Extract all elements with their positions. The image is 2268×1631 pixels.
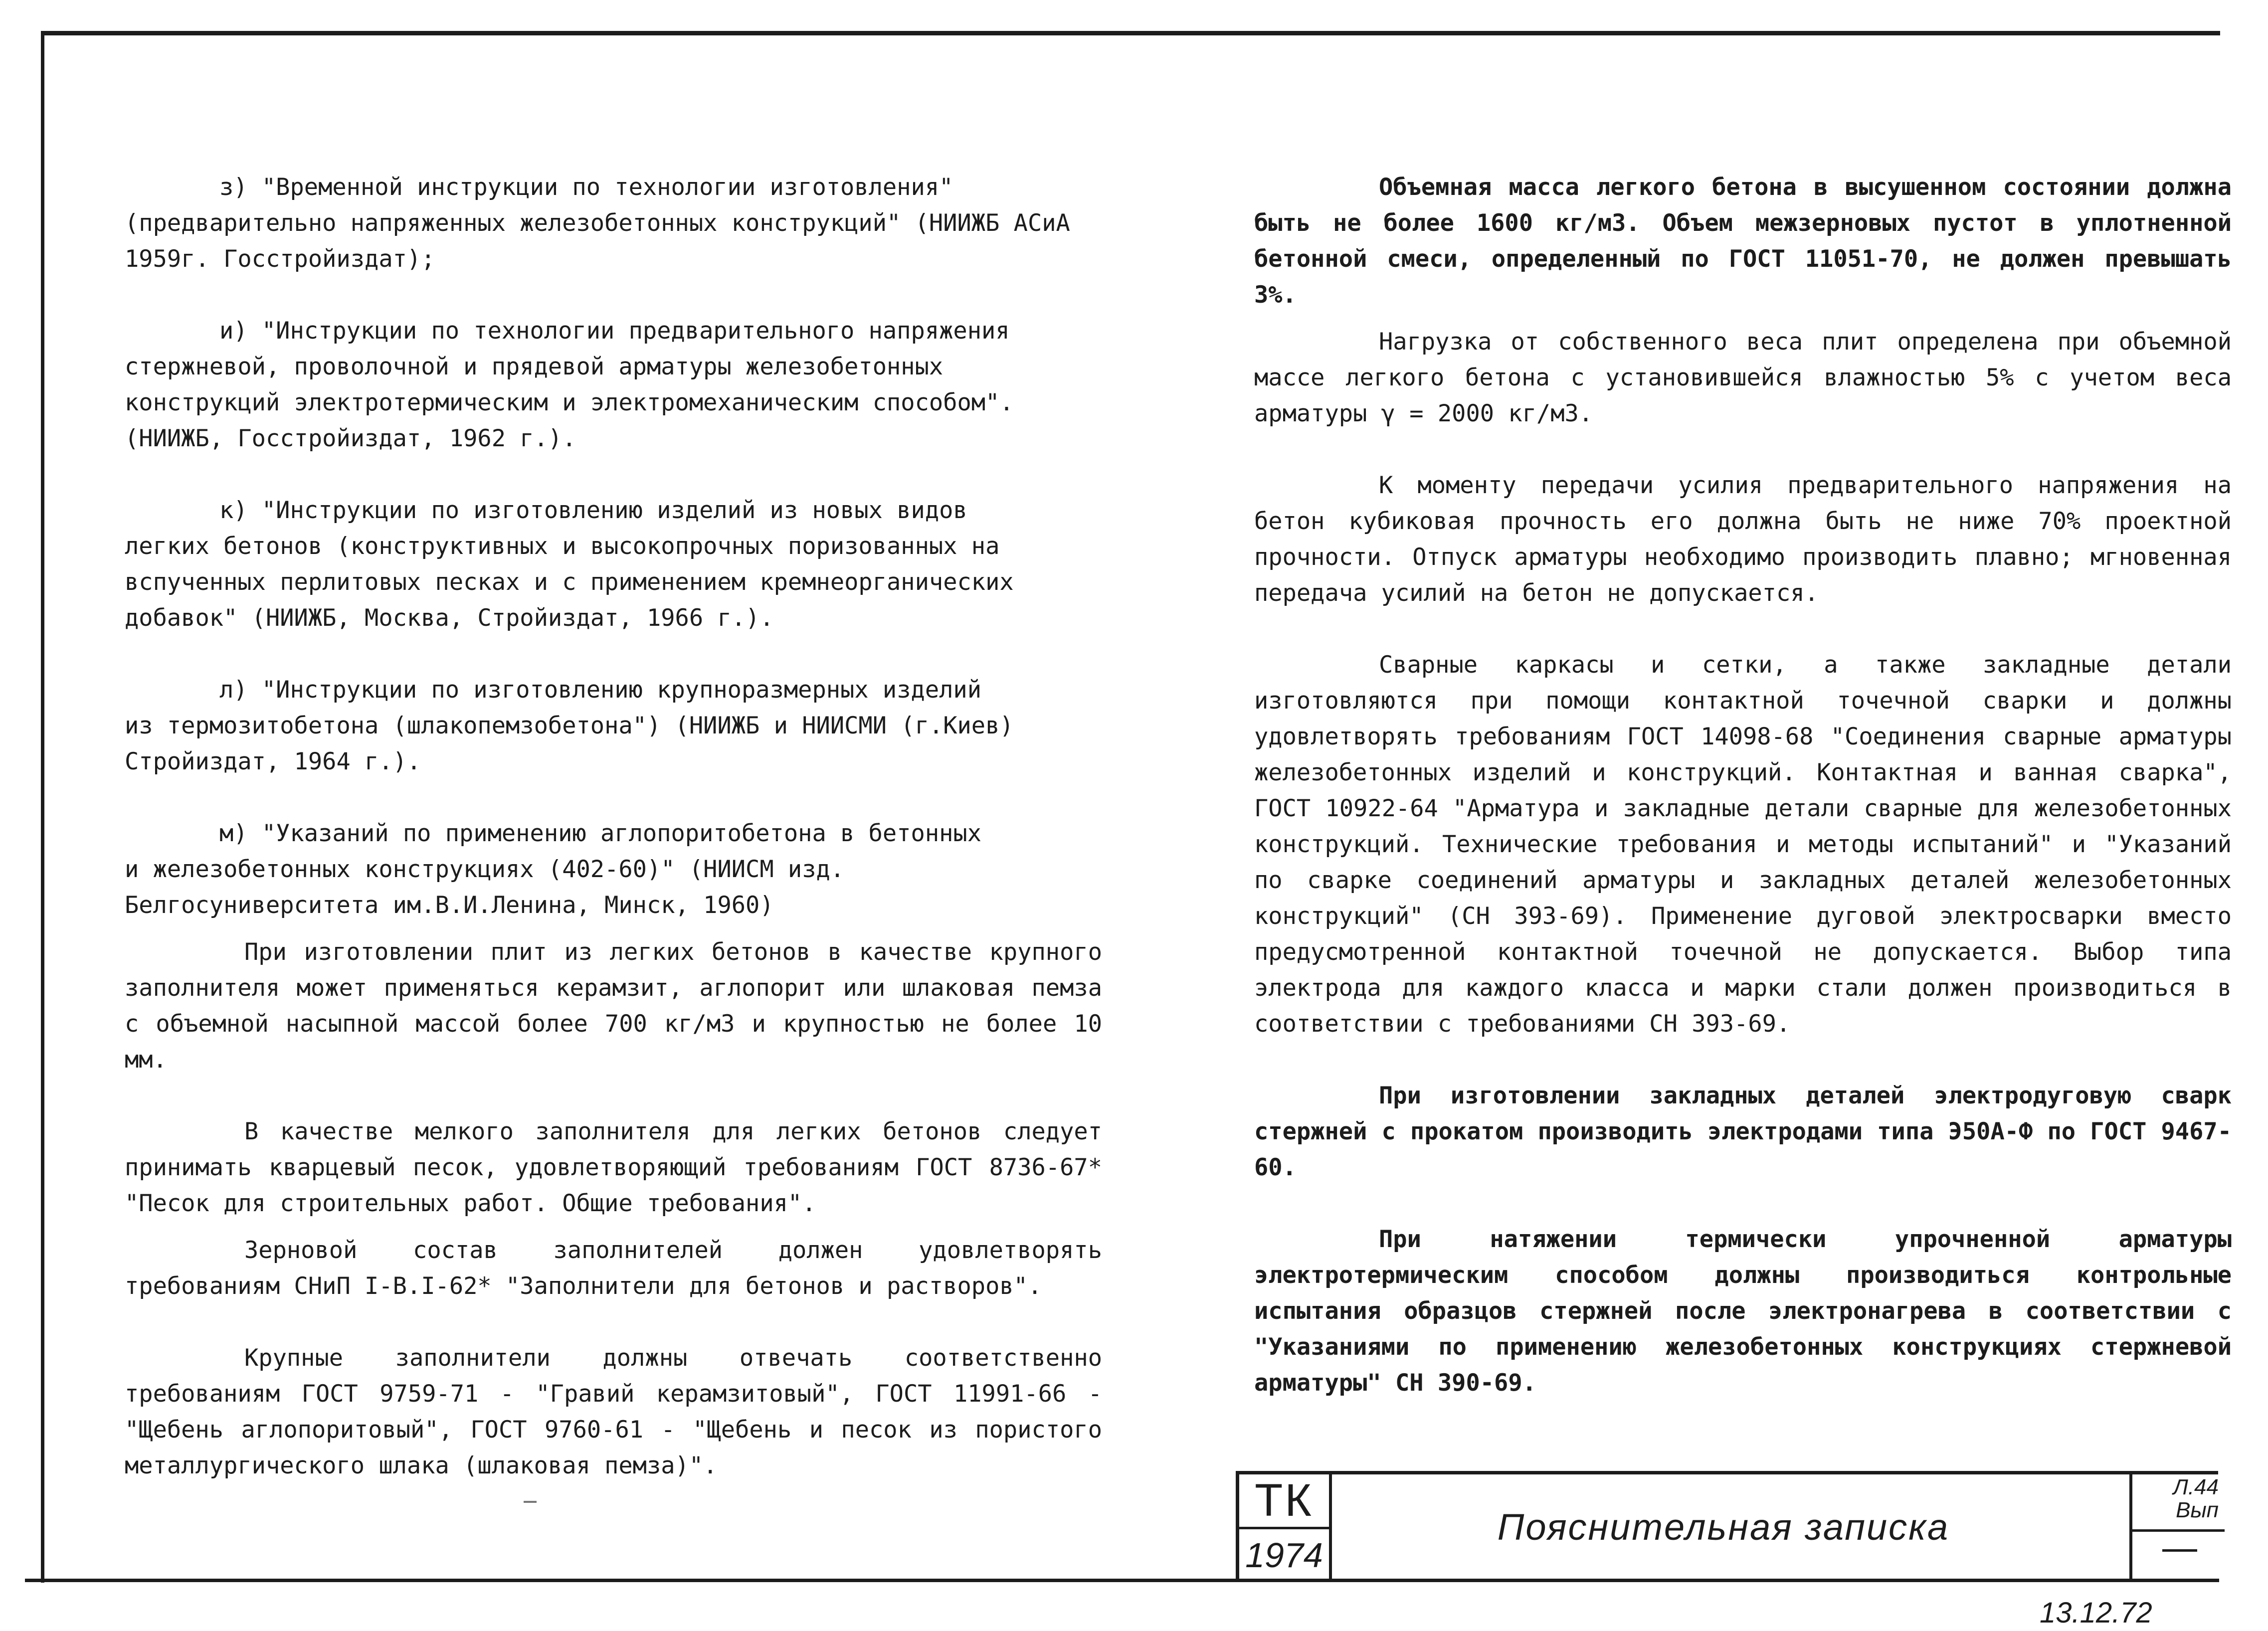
album-code: ТК <box>1239 1474 1329 1529</box>
frame-left-line <box>41 31 44 1583</box>
paragraph: Объемная масса легкого бетона в высушенном состоянии должна быть не более 1600 кг/м3. Объем межзерновых пустот в уплотненной бетонной смеси, определенный по ГОСТ 11051-70, не должен превышать 3%. <box>1254 174 2232 309</box>
reference-item <box>125 313 1102 457</box>
paragraph: Сварные каркасы и сетки, а также закладные детали изготовляются при помощи контактной точечной сварки и должны удовлетворять требованиям ГОСТ 14098-68 "Соединения сварные арматуры железобетонных изделий и конструкций. Контактная и ванная сварка", ГОСТ 10922-64 "Арматура и закладные детали сварные для железобетонных конструкций. Технические требования и методы испытаний" и "Указаний по сварке соединений арматуры и закладных деталей железобетонных конструкций" (СН 393-69). Применение дуговой электросварки вместо предусмотренной контактной точечной не допускается. Выбор типа электрода для каждого класса и марки стали должен производиться в соответствии с требованиями СН 393-69. <box>1254 651 2232 1038</box>
reference-item <box>125 816 1102 923</box>
reference-rest: и железобетонных конструкциях (402-60)" (НИИСМ изд. Белгосуниверситета им.В.И.Ленина, Минск, 1960) <box>125 856 845 919</box>
issue-label: Вып <box>2176 1498 2219 1522</box>
paragraph: Крупные заполнители должны отвечать соответственно требованиям ГОСТ 9759-71 - "Гравий керамзитовый", ГОСТ 11991-66 - "Щебень аглопоритовый", ГОСТ 9760-61 - "Щебень и песок из пористого металлургического шлака (шлаковая пемза)". <box>125 1344 1102 1479</box>
reference-item <box>125 672 1102 780</box>
reference-rest: из термозитобетона (шлакопемзобетона") (НИИЖБ и НИИСМИ (г.Киев) Стройиздат, 1964 г.). <box>125 712 1014 775</box>
paragraph: Нагрузка от собственного веса плит определена при объемной массе легкого бетона с установившейся влажностью 5% с учетом веса арматуры γ = 2000 кг/м3. <box>1254 328 2232 427</box>
frame-top-line <box>41 31 2220 35</box>
paragraph: Зерновой состав заполнителей должен удовлетворять требованиям СНиП I-В.I-62* "Заполнители для бетонов и растворов". <box>125 1237 1102 1300</box>
sheet-mark <box>2162 1549 2197 1552</box>
paragraph: К моменту передачи усилия предварительного напряжения на бетон кубиковая прочность его должна быть не ниже 70% проектной прочности. Отпуск арматуры необходимо производить плавно; мгновенная передача усилий на бетон не допускается. <box>1254 472 2232 607</box>
reference-rest: (предварительно напряженных железобетонных конструкций" (НИИЖБ АСиА 1959г. Госстройиздат); <box>125 209 1070 273</box>
title-block <box>1236 1471 2218 1582</box>
reference-rest: стержневой, проволочной и прядевой арматуры железобетонных конструкций электротермическим и электромеханическим способом". (НИИЖБ, Госстройиздат, 1962 г.). <box>125 353 1014 452</box>
reference-lead: л) "Инструкции по изготовлению крупноразмерных изделий <box>219 676 982 704</box>
handwritten-date: 13.12.72 <box>2040 1597 2152 1629</box>
paragraph: В качестве мелкого заполнителя для легких бетонов следует принимать кварцевый песок, удовлетворяющий требованиям ГОСТ 8736-67* "Песок для строительных работ. Общие требования". <box>125 1118 1102 1217</box>
reference-lead: и) "Инструкции по технологии предварительного напряжения <box>219 317 1010 345</box>
sheet-info <box>2132 1474 2225 1532</box>
reference-lead: м) "Указаний по применению аглопоритобетона в бетонных <box>219 820 982 847</box>
reference-lead: з) "Временной инструкции по технологии изготовления" <box>219 174 953 201</box>
stray-mark <box>524 1501 537 1503</box>
paragraph: При изготовлении плит из легких бетонов в качестве крупного заполнителя может применяться керамзит, аглопорит или шлаковая пемза с объемной насыпной массой более 700 кг/м3 и крупностью не более 10 мм. <box>125 938 1102 1074</box>
right-column <box>1254 170 2232 1437</box>
reference-item <box>125 493 1102 636</box>
paragraph: При изготовлении закладных деталей электродуговую сварк стержней с прокатом производить электродами типа Э50А-Ф по ГОСТ 9467-60. <box>1254 1082 2232 1181</box>
left-column <box>125 170 1102 1520</box>
album-year: 1974 <box>1245 1536 1323 1575</box>
reference-lead: к) "Инструкции по изготовлению изделий из новых видов <box>219 497 967 524</box>
paragraph: При натяжении термически упрочненной арматуры электротермическим способом должны производиться контрольные испытания образцов стержней после электронагрева в соответствии с "Указаниями по применению железобетонных конструкциях стержневой арматуры" СН 390-69. <box>1254 1226 2232 1397</box>
reference-item <box>125 170 1102 277</box>
sheet-number: Л.44 <box>2173 1475 2219 1499</box>
document-title: Пояснительная записка <box>1497 1506 1950 1548</box>
reference-rest: легких бетонов (конструктивных и высокопрочных поризованных на вспученных перлитовых песках и с применением кремнеорганических добавок" (НИИЖБ, Москва, Стройиздат, 1966 г.). <box>125 533 1014 632</box>
title-block-sheet-cell <box>2129 1474 2225 1582</box>
title-block-code-cell <box>1239 1474 1332 1582</box>
